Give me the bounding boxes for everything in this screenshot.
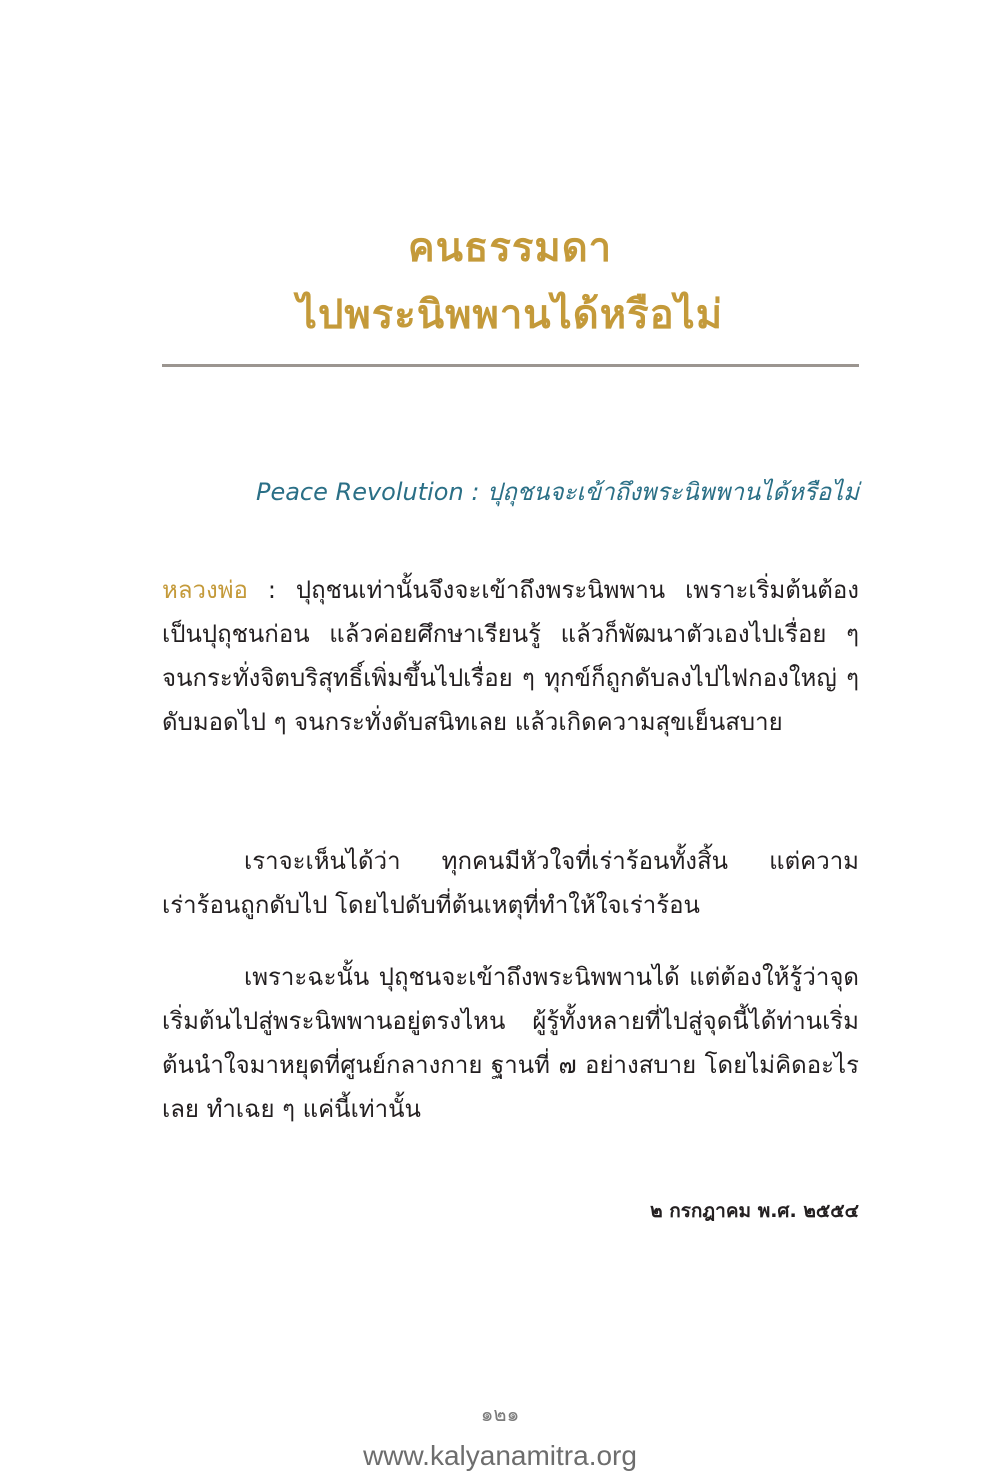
answer-paragraph-1-text: ปุถุชนเท่านั้นจึงจะเข้าถึงพระนิพพาน เพราะเริ่มต้นต้องเป็นปุถุชนก่อน แล้วค่อยศึกษาเรียนรู้ แล้วก็พัฒนาตัวเองไปเรื่อย ๆ จนกระทั่งจิตบริสุทธิ์เพิ่มขึ้นไปเรื่อย ๆ ทุกข์ก็ถูกดับลงไปไฟกองใหญ่ ๆ ดับมอดไป ๆ จนกระทั่งดับสนิทเลย แล้วเกิดความสุขเย็นสบาย [162,576,859,736]
title-divider [162,364,859,367]
page-title-line-1: คนธรรมดา [407,225,613,271]
page-number: ๑๒๑ [480,1402,520,1426]
answer-paragraph-2: เราจะเห็นได้ว่า ทุกคนมีหัวใจที่เร่าร้อนทั้งสิ้น แต่ความเร่าร้อนถูกดับไป โดยไปดับที่ต้นเหตุที่ทำให้ใจเร่าร้อน [162,847,859,919]
speaker-label: หลวงพ่อ [162,576,248,604]
website-link[interactable]: www.kalyanamitra.org [363,1440,637,1471]
question-text: Peace Revolution : ปุถุชนจะเข้าถึงพระนิพพานได้หรือไม่ [255,478,859,506]
speaker-separator: : [247,576,296,604]
answer-paragraph-3: เพราะฉะนั้น ปุถุชนจะเข้าถึงพระนิพพานได้ แต่ต้องให้รู้ว่าจุดเริ่มต้นไปสู่พระนิพพานอยู่ตรงไหน ผู้รู้ทั้งหลายที่ไปสู่จุดนี้ได้ท่านเริ่มต้นนำใจมาหยุดที่ศูนย์กลางกาย ฐานที่ ๗ อย่างสบาย โดยไม่คิดอะไรเลย ทำเฉย ๆ แค่นี้เท่านั้น [162,963,859,1123]
date-line: ๒ กรกฎาคม พ.ศ. ๒๕๕๔ [650,1200,859,1222]
answer-paragraph-1 [162,568,859,744]
page-title-line-2: ไปพระนิพพานได้หรือไม่ [296,292,724,338]
